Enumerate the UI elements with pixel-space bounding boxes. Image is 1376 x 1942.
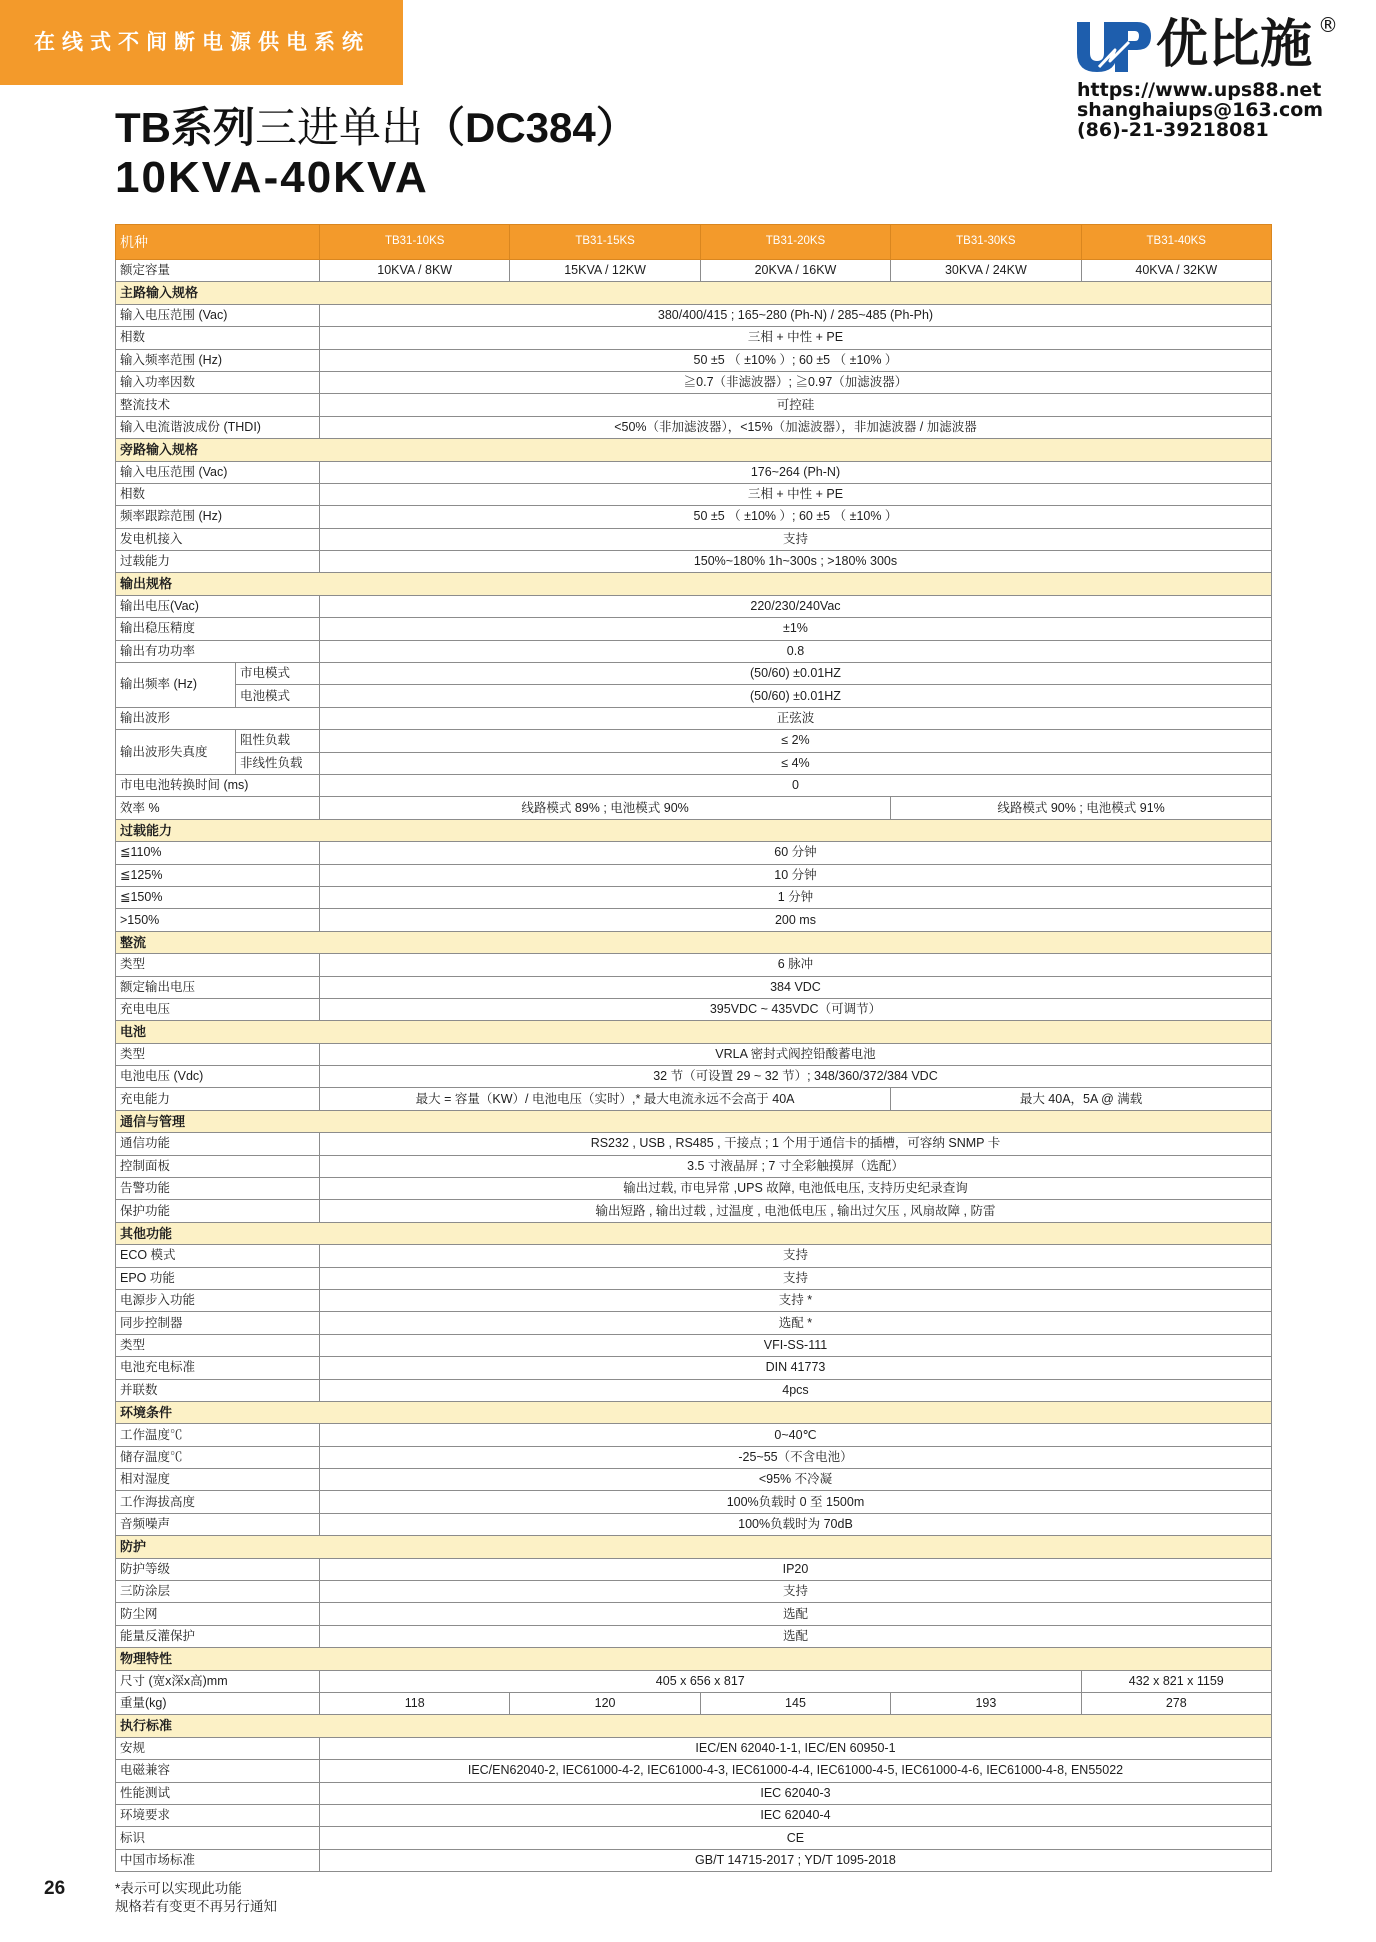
spec-row — [116, 1513, 1272, 1535]
spec-value: IEC/EN 62040-1-1, IEC/EN 60950-1 — [320, 1737, 1272, 1759]
spec-label: 相数 — [116, 483, 320, 505]
spec-label: 类型 — [116, 1334, 320, 1356]
spec-label: 重量(kg) — [116, 1693, 320, 1715]
footnote: *表示可以实现此功能 — [115, 1881, 242, 1897]
spec-row — [116, 1289, 1272, 1311]
spec-section-row — [116, 819, 1272, 841]
website-text: https://www.ups88.net — [1077, 79, 1322, 101]
spec-row — [116, 1066, 1272, 1088]
spec-value: DIN 41773 — [320, 1357, 1272, 1379]
spec-label: 电源步入功能 — [116, 1289, 320, 1311]
spec-sublabel: 非线性负载 — [236, 752, 320, 774]
spec-row — [116, 1693, 1272, 1715]
spec-label: 充电电压 — [116, 998, 320, 1020]
spec-value: 0.8 — [320, 640, 1272, 662]
spec-value: 三相 + 中性 + PE — [320, 327, 1272, 349]
spec-value: 395VDC ~ 435VDC（可调节） — [320, 998, 1272, 1020]
spec-row — [116, 663, 1272, 685]
logo-p-shape — [1115, 22, 1151, 72]
spec-label: 工作温度℃ — [116, 1424, 320, 1446]
spec-value: 193 — [891, 1693, 1081, 1715]
spec-row — [116, 1849, 1272, 1871]
spec-row — [116, 618, 1272, 640]
spec-label: 输出有功功率 — [116, 640, 320, 662]
spec-row — [116, 1737, 1272, 1759]
spec-value: 选配 — [320, 1603, 1272, 1625]
spec-row — [116, 1200, 1272, 1222]
spec-value: ≤ 4% — [320, 752, 1272, 774]
spec-label: 效率 % — [116, 797, 320, 819]
spec-value: 6 脉冲 — [320, 954, 1272, 976]
spec-value: VFI-SS-111 — [320, 1334, 1272, 1356]
phone-text: (86)-21-39218081 — [1077, 119, 1269, 141]
spec-row — [116, 1625, 1272, 1647]
spec-section-row — [116, 439, 1272, 461]
spec-value: 正弦波 — [320, 707, 1272, 729]
spec-row — [116, 1267, 1272, 1289]
model-header: TB31-15KS — [510, 225, 700, 260]
spec-row — [116, 1155, 1272, 1177]
spec-value: 380/400/415 ; 165~280 (Ph-N) / 285~485 (Ph-Ph) — [320, 304, 1272, 326]
spec-section-row — [116, 282, 1272, 304]
spec-row — [116, 640, 1272, 662]
spec-row — [116, 260, 1272, 282]
spec-row — [116, 416, 1272, 438]
spec-row — [116, 1245, 1272, 1267]
spec-row — [116, 1760, 1272, 1782]
spec-value: IEC 62040-3 — [320, 1782, 1272, 1804]
spec-table-header — [116, 225, 1272, 260]
spec-row — [116, 506, 1272, 528]
spec-table-body — [116, 260, 1272, 1872]
spec-label: 电池电压 (Vdc) — [116, 1066, 320, 1088]
spec-label: 工作海拔高度 — [116, 1491, 320, 1513]
spec-row — [116, 1670, 1272, 1692]
model-header: TB31-40KS — [1081, 225, 1271, 260]
spec-label: 性能测试 — [116, 1782, 320, 1804]
spec-row — [116, 909, 1272, 931]
spec-row — [116, 886, 1272, 908]
model-header: TB31-30KS — [891, 225, 1081, 260]
spec-value: 选配 — [320, 1625, 1272, 1647]
model-header-row — [116, 225, 1272, 260]
spec-value: 40KVA / 32KW — [1081, 260, 1271, 282]
spec-label: 整流技术 — [116, 394, 320, 416]
spec-value: 支持 — [320, 1581, 1272, 1603]
spec-row — [116, 1379, 1272, 1401]
spec-label: 输入电压范围 (Vac) — [116, 304, 320, 326]
spec-value: ≤ 2% — [320, 730, 1272, 752]
spec-row — [116, 595, 1272, 617]
spec-label: 输出稳压精度 — [116, 618, 320, 640]
spec-label: ECO 模式 — [116, 1245, 320, 1267]
section-title: 环境条件 — [116, 1401, 1272, 1423]
spec-label: 防护等级 — [116, 1558, 320, 1580]
category-banner-text: 在线式不间断电源供电系统 — [34, 30, 370, 54]
spec-value: 支持 * — [320, 1289, 1272, 1311]
section-title: 执行标准 — [116, 1715, 1272, 1737]
spec-value: (50/60) ±0.01HZ — [320, 685, 1272, 707]
section-title: 物理特性 — [116, 1648, 1272, 1670]
spec-row — [116, 1827, 1272, 1849]
model-header-label: 机种 — [116, 225, 320, 260]
spec-label: 输入电流谐波成份 (THDI) — [116, 416, 320, 438]
spec-row — [116, 371, 1272, 393]
spec-label: EPO 功能 — [116, 1267, 320, 1289]
spec-value: 32 节（可设置 29 ~ 32 节）; 348/360/372/384 VDC — [320, 1066, 1272, 1088]
section-title: 输出规格 — [116, 573, 1272, 595]
spec-value: 278 — [1081, 1693, 1271, 1715]
spec-label: 电池充电标准 — [116, 1357, 320, 1379]
spec-label: 发电机接入 — [116, 528, 320, 550]
spec-row — [116, 1581, 1272, 1603]
spec-label: 充电能力 — [116, 1088, 320, 1110]
spec-row — [116, 349, 1272, 371]
title-series: TB系列 — [115, 104, 255, 151]
spec-value: 0 — [320, 774, 1272, 796]
spec-row — [116, 1446, 1272, 1468]
spec-label: 能量反灌保护 — [116, 1625, 320, 1647]
spec-row — [116, 998, 1272, 1020]
spec-row — [116, 707, 1272, 729]
spec-label: 防尘网 — [116, 1603, 320, 1625]
spec-value: 选配 * — [320, 1312, 1272, 1334]
spec-value: 145 — [700, 1693, 890, 1715]
spec-row — [116, 774, 1272, 796]
section-title: 旁路输入规格 — [116, 439, 1272, 461]
spec-row — [116, 752, 1272, 774]
spec-value: 384 VDC — [320, 976, 1272, 998]
email-text: shanghaiups@163.com — [1077, 99, 1324, 121]
spec-row — [116, 1469, 1272, 1491]
spec-value: 4pcs — [320, 1379, 1272, 1401]
spec-label: 中国市场标准 — [116, 1849, 320, 1871]
spec-value: 最大 40A，5A @ 满载 — [891, 1088, 1272, 1110]
spec-value: 线路模式 89% ; 电池模式 90% — [320, 797, 891, 819]
spec-row — [116, 1043, 1272, 1065]
spec-value: 176~264 (Ph-N) — [320, 461, 1272, 483]
spec-row — [116, 327, 1272, 349]
spec-value: 100%负载时 0 至 1500m — [320, 1491, 1272, 1513]
spec-value: 支持 — [320, 528, 1272, 550]
spec-value: ±1% — [320, 618, 1272, 640]
spec-value: CE — [320, 1827, 1272, 1849]
spec-row — [116, 1804, 1272, 1826]
spec-value: <95% 不冷凝 — [320, 1469, 1272, 1491]
spec-value: 0~40℃ — [320, 1424, 1272, 1446]
section-title: 过载能力 — [116, 819, 1272, 841]
spec-value: 10 分钟 — [320, 864, 1272, 886]
spec-row — [116, 461, 1272, 483]
ups-logo-icon — [1075, 20, 1153, 74]
spec-label: 保护功能 — [116, 1200, 320, 1222]
spec-label: 过载能力 — [116, 551, 320, 573]
spec-row — [116, 954, 1272, 976]
spec-value: 100%负载时为 70dB — [320, 1513, 1272, 1535]
spec-row — [116, 551, 1272, 573]
spec-row — [116, 1088, 1272, 1110]
spec-value: -25~55（不含电池） — [320, 1446, 1272, 1468]
title-line-1 — [115, 104, 638, 152]
spec-label: 输出波形失真度 — [116, 730, 236, 775]
spec-value: 线路模式 90% ; 电池模式 91% — [891, 797, 1272, 819]
section-title: 其他功能 — [116, 1222, 1272, 1244]
category-banner — [0, 0, 403, 85]
spec-label: 储存温度℃ — [116, 1446, 320, 1468]
spec-value: 60 分钟 — [320, 842, 1272, 864]
spec-row — [116, 797, 1272, 819]
spec-value: 10KVA / 8KW — [320, 260, 510, 282]
spec-value: 输出过载, 市电异常 ,UPS 故障, 电池低电压, 支持历史纪录查询 — [320, 1178, 1272, 1200]
product-title — [115, 104, 638, 202]
spec-value: 支持 — [320, 1267, 1272, 1289]
section-title: 主路输入规格 — [116, 282, 1272, 304]
spec-label: 输入频率范围 (Hz) — [116, 349, 320, 371]
spec-row — [116, 1133, 1272, 1155]
spec-section-row — [116, 1021, 1272, 1043]
spec-row — [116, 730, 1272, 752]
spec-row — [116, 842, 1272, 864]
spec-label: >150% — [116, 909, 320, 931]
spec-value: VRLA 密封式阀控铅酸蓄电池 — [320, 1043, 1272, 1065]
spec-label: ≦150% — [116, 886, 320, 908]
spec-label: ≦125% — [116, 864, 320, 886]
spec-value: 220/230/240Vac — [320, 595, 1272, 617]
spec-section-row — [116, 1536, 1272, 1558]
spec-label: 额定输出电压 — [116, 976, 320, 998]
spec-row — [116, 1357, 1272, 1379]
spec-label: 环境要求 — [116, 1804, 320, 1826]
spec-label: 告警功能 — [116, 1178, 320, 1200]
section-title: 整流 — [116, 931, 1272, 953]
spec-row — [116, 483, 1272, 505]
spec-section-row — [116, 1222, 1272, 1244]
brand-name: 优比施 — [1156, 15, 1313, 75]
model-header: TB31-20KS — [700, 225, 890, 260]
spec-row — [116, 976, 1272, 998]
spec-label: 三防涂层 — [116, 1581, 320, 1603]
model-header: TB31-10KS — [320, 225, 510, 260]
spec-label: 市电电池转换时间 (ms) — [116, 774, 320, 796]
spec-value: 50 ±5 （ ±10% ）; 60 ±5 （ ±10% ） — [320, 506, 1272, 528]
spec-value: 输出短路 , 输出过载 , 过温度 , 电池低电压 , 输出过欠压 , 风扇故障 , 防雷 — [320, 1200, 1272, 1222]
spec-section-row — [116, 1401, 1272, 1423]
spec-row — [116, 1424, 1272, 1446]
spec-value: 1 分钟 — [320, 886, 1272, 908]
spec-label: 同步控制器 — [116, 1312, 320, 1334]
section-title: 电池 — [116, 1021, 1272, 1043]
title-configuration: 三进单出 — [255, 104, 424, 151]
spec-value: IEC/EN62040-2, IEC61000-4-2, IEC61000-4-3, IEC61000-4-4, IEC61000-4-5, IEC61000-4-6, IEC61000-4-8, EN55022 — [320, 1760, 1272, 1782]
spec-value: 432 x 821 x 1159 — [1081, 1670, 1271, 1692]
spec-value: 最大 = 容量（KW）/ 电池电压（实时）,* 最大电流永远不会高于 40A — [320, 1088, 891, 1110]
section-title: 防护 — [116, 1536, 1272, 1558]
spec-label: 输出频率 (Hz) — [116, 663, 236, 708]
spec-label: 输入功率因数 — [116, 371, 320, 393]
spec-label: ≦110% — [116, 842, 320, 864]
contact-block — [1077, 80, 1323, 140]
spec-row — [116, 1491, 1272, 1513]
spec-value: 20KVA / 16KW — [700, 260, 890, 282]
spec-value: 15KVA / 12KW — [510, 260, 700, 282]
spec-label: 类型 — [116, 1043, 320, 1065]
spec-value: GB/T 14715-2017 ; YD/T 1095-2018 — [320, 1849, 1272, 1871]
spec-value: 150%~180% 1h~300s ; >180% 300s — [320, 551, 1272, 573]
spec-table — [115, 224, 1272, 1872]
spec-row — [116, 304, 1272, 326]
spec-value: 30KVA / 24KW — [891, 260, 1081, 282]
spec-value: 405 x 656 x 817 — [320, 1670, 1082, 1692]
spec-label: 通信功能 — [116, 1133, 320, 1155]
spec-row — [116, 864, 1272, 886]
spec-value: IEC 62040-4 — [320, 1804, 1272, 1826]
spec-value: RS232 , USB , RS485 , 干接点 ; 1 个用于通信卡的插槽，可容纳 SNMP 卡 — [320, 1133, 1272, 1155]
title-dc-voltage: （DC384） — [423, 104, 638, 151]
page-footer — [44, 1878, 1271, 1916]
spec-label: 音频噪声 — [116, 1513, 320, 1535]
spec-label: 输出电压(Vac) — [116, 595, 320, 617]
registered-mark: ® — [1318, 13, 1338, 37]
spec-section-row — [116, 931, 1272, 953]
spec-row — [116, 1312, 1272, 1334]
spec-section-row — [116, 1648, 1272, 1670]
spec-label: 尺寸 (宽x深x高)mm — [116, 1670, 320, 1692]
spec-sublabel: 阻性负载 — [236, 730, 320, 752]
spec-row — [116, 528, 1272, 550]
title-capacity-range: 10KVA-40KVA — [115, 153, 429, 202]
spec-label: 控制面板 — [116, 1155, 320, 1177]
spec-value: 118 — [320, 1693, 510, 1715]
spec-value: 支持 — [320, 1245, 1272, 1267]
spec-value: 120 — [510, 1693, 700, 1715]
logo-u-shape — [1077, 22, 1117, 72]
spec-value: 3.5 寸液晶屏 ; 7 寸全彩触摸屏（选配） — [320, 1155, 1272, 1177]
spec-section — [44, 224, 1271, 1916]
spec-row — [116, 1334, 1272, 1356]
spec-label: 输入电压范围 (Vac) — [116, 461, 320, 483]
spec-label: 额定容量 — [116, 260, 320, 282]
spec-label: 标识 — [116, 1827, 320, 1849]
footnote: 规格若有变更不再另行通知 — [115, 1899, 277, 1915]
spec-row — [116, 1558, 1272, 1580]
spec-row — [116, 1782, 1272, 1804]
spec-label: 并联数 — [116, 1379, 320, 1401]
page-number: 26 — [44, 1878, 66, 1900]
spec-value: ≧0.7（非滤波器）; ≧0.97（加滤波器） — [320, 371, 1272, 393]
spec-label: 输出波形 — [116, 707, 320, 729]
spec-value: <50%（非加滤波器），<15%（加滤波器），非加滤波器 / 加滤波器 — [320, 416, 1272, 438]
section-title: 通信与管理 — [116, 1110, 1272, 1132]
spec-sublabel: 电池模式 — [236, 685, 320, 707]
spec-value: 三相 + 中性 + PE — [320, 483, 1272, 505]
spec-row — [116, 1178, 1272, 1200]
spec-label: 电磁兼容 — [116, 1760, 320, 1782]
spec-label: 安规 — [116, 1737, 320, 1759]
spec-section-row — [116, 1715, 1272, 1737]
spec-value: 可控硅 — [320, 394, 1272, 416]
spec-label: 相对湿度 — [116, 1469, 320, 1491]
spec-row — [116, 685, 1272, 707]
spec-value: 200 ms — [320, 909, 1272, 931]
spec-section-row — [116, 1110, 1272, 1132]
spec-section-row — [116, 573, 1272, 595]
spec-sublabel: 市电模式 — [236, 663, 320, 685]
spec-label: 相数 — [116, 327, 320, 349]
spec-label: 频率跟踪范围 (Hz) — [116, 506, 320, 528]
spec-value: (50/60) ±0.01HZ — [320, 663, 1272, 685]
spec-value: 50 ±5 （ ±10% ）; 60 ±5 （ ±10% ） — [320, 349, 1272, 371]
spec-row — [116, 394, 1272, 416]
spec-row — [116, 1603, 1272, 1625]
spec-value: IP20 — [320, 1558, 1272, 1580]
spec-label: 类型 — [116, 954, 320, 976]
